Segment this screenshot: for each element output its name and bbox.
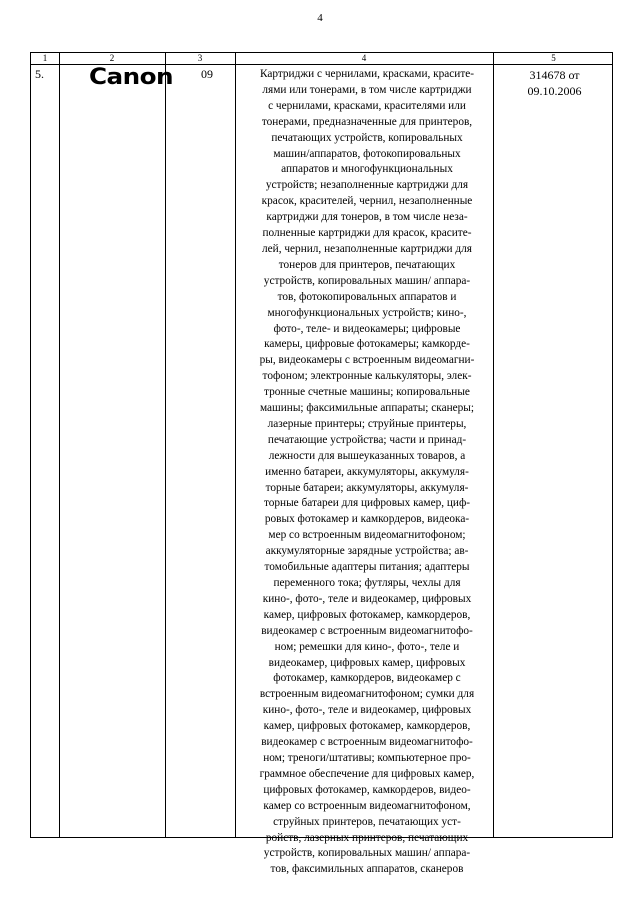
column-divider: [59, 53, 60, 837]
goods-line: красок, красителей, чернил, незаполненные: [261, 195, 473, 208]
page-number: 4: [317, 12, 323, 24]
column-header-4: 4: [361, 53, 367, 63]
goods-line: мер со встроенным видеомагнитофоном;: [268, 529, 466, 542]
goods-line: ном; ремешки для кино-, фото-, теле и: [274, 640, 460, 653]
row-number: 5.: [35, 67, 44, 81]
goods-line: машин/аппаратов, фотокопировальных: [273, 147, 461, 160]
goods-line: кино-, фото-, теле и видеокамер, цифровых: [262, 704, 472, 717]
goods-line: струйных принтеров, печатающих уст-: [273, 815, 461, 828]
column-header-2: 2: [109, 53, 115, 63]
registration-info: [495, 67, 614, 99]
goods-line: тонерами, предназначенные для принтеров,: [261, 115, 473, 128]
goods-line: переменного тока; футляры, чехлы для: [273, 577, 461, 589]
goods-line: видеокамер с встроенным видеомагнитофо-: [261, 736, 473, 749]
goods-line: ройств, лазерных принтеров, печатающих: [265, 831, 469, 844]
goods-line: цифровых фотокамер, камкордеров, видео-: [263, 783, 471, 796]
trademark-registry-table: [30, 52, 613, 876]
registration-date: 09.10.2006: [527, 84, 582, 98]
goods-line: печатающие устройства; части и принад-: [267, 433, 467, 446]
goods-line: граммное обеспечение для цифровых камер,: [259, 767, 475, 780]
goods-line: аппаратов и многофункциональных: [281, 163, 453, 176]
nice-class-code: 09: [201, 67, 213, 81]
goods-line: томобильные адаптеры питания; адаптеры: [264, 561, 470, 574]
goods-description: [238, 67, 496, 878]
goods-line: тов, фотокопировальных аппаратов и: [277, 290, 457, 303]
goods-line: Картриджи с чернилами, красками, красите-: [259, 68, 475, 80]
goods-line: видеокамер, цифровых камер, цифровых: [268, 656, 466, 669]
column-header-3: 3: [197, 53, 203, 63]
goods-line: именно батареи, аккумуляторы, аккумуля-: [265, 465, 469, 478]
goods-line: тофоном; электронные калькуляторы, элек-: [262, 370, 472, 383]
goods-line: камер со встроенным видеомагнитофоном,: [263, 799, 471, 812]
column-header-1: 1: [42, 53, 48, 63]
goods-line: печатающих устройств, копировальных: [271, 131, 463, 144]
goods-line: тов, факсимильных аппаратов, сканеров: [270, 863, 464, 876]
goods-line: тонеров для принтеров, печатающих: [278, 258, 456, 271]
column-header-5: 5: [551, 53, 556, 63]
goods-line: тронные счетные машины; копировальные: [264, 386, 470, 399]
goods-line: многофункциональных устройств; кино-,: [267, 306, 467, 319]
goods-line: видеокамер с встроенным видеомагнитофо-: [261, 624, 473, 637]
goods-line: ры, видеокамеры с встроенным видеомагни-: [259, 354, 475, 367]
goods-line: ровых фотокамер и камкордеров, видеока-: [264, 513, 470, 526]
goods-line: полненные картриджи для красок, красите-: [262, 227, 472, 240]
goods-line: ном; треноги/штативы; компьютерное про-: [263, 751, 471, 764]
column-divider: [165, 53, 166, 837]
goods-line: камер, цифровых фотокамер, камкордеров,: [263, 720, 471, 733]
goods-line: устройств, копировальных машин/ аппара-: [263, 274, 471, 287]
goods-line: камер, цифровых фотокамер, камкордеров,: [263, 608, 471, 621]
goods-line: картриджи для тонеров, в том числе неза-: [266, 211, 468, 224]
table-header-row: [31, 53, 612, 65]
registration-number: 314678 от: [529, 68, 580, 82]
goods-line: фотокамер, камкордеров, видеокамер с: [273, 672, 461, 685]
canon-logo: Canon: [89, 65, 173, 90]
goods-line: торные батареи; аккумуляторы, аккумуля-: [265, 481, 469, 494]
goods-line: лазерные принтеры; струйные принтеры,: [267, 417, 467, 430]
goods-line: фото-, теле- и видеокамеры; цифровые: [273, 322, 461, 335]
goods-line: кино-, фото-, теле и видеокамер, цифровых: [262, 592, 472, 605]
goods-line: торные батареи для цифровых камер, циф-: [263, 497, 471, 510]
goods-line: камеры, цифровые фотокамеры; камкорде-: [264, 338, 470, 351]
goods-line: с чернилами, красками, красителями или: [268, 99, 466, 112]
goods-line: аккумуляторные зарядные устройства; ав-: [265, 545, 469, 558]
goods-line: устройств; незаполненные картриджи для: [265, 179, 469, 192]
goods-line: встроенным видеомагнитофоном; сумки для: [259, 688, 475, 701]
goods-line: лями или тонерами, в том числе картриджи: [262, 83, 472, 96]
goods-line: лей, чернил, незаполненные картриджи для: [262, 242, 472, 255]
goods-line: лежности для вышеуказанных товаров, а: [268, 449, 466, 462]
goods-line: устройств, копировальных машин/ аппара-: [263, 847, 471, 860]
column-divider: [235, 53, 236, 837]
goods-line: машины; факсимильные аппараты; сканеры;: [259, 402, 475, 415]
